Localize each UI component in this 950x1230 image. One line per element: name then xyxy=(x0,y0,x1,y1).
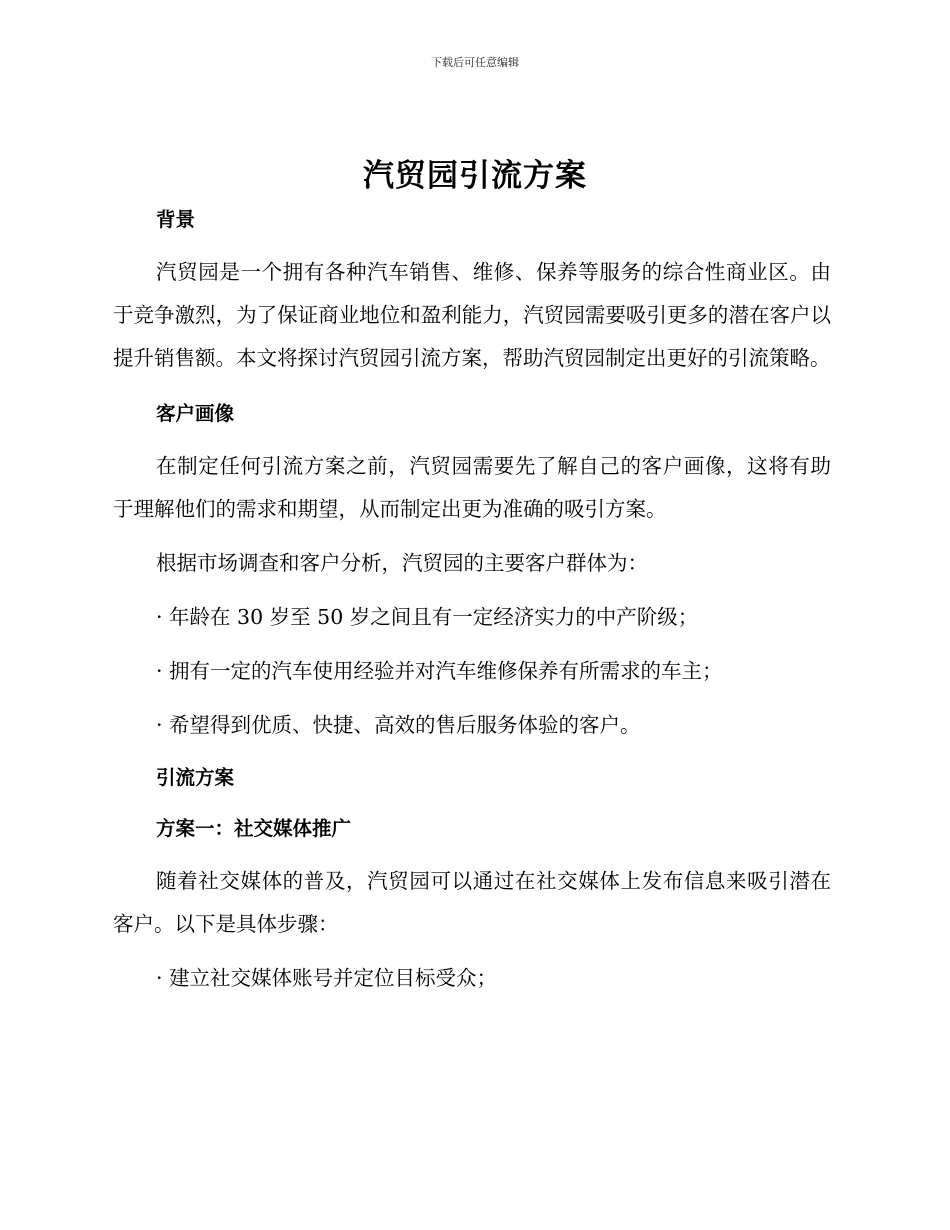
persona-paragraph-1: 在制定任何引流方案之前，汽贸园需要先了解自己的客户画像，这将有助于理解他们的需求和期望，从而制定出更为准确的吸引方案。 xyxy=(113,454,831,521)
background-paragraph: 汽贸园是一个拥有各种汽车销售、维修、保养等服务的综合性商业区。由于竞争激烈，为了保证商业地位和盈利能力，汽贸园需要吸引更多的潜在客户以提升销售额。本文将探讨汽贸园引流方案，帮助汽贸园制定出更好的引流策略。 xyxy=(113,260,831,370)
page-header: 下载后可任意编辑 xyxy=(431,56,519,69)
document-title: 汽贸园引流方案 xyxy=(363,158,587,194)
section-heading-traffic-plan: 引流方案 xyxy=(156,766,235,789)
persona-paragraph-2: 根据市场调查和客户分析，汽贸园的主要客户群体为： xyxy=(156,551,648,575)
plan-one-bullet-1: · 建立社交媒体账号并定位目标受众； xyxy=(156,966,498,990)
section-heading-customer-persona: 客户画像 xyxy=(156,402,235,425)
persona-bullet-2: · 拥有一定的汽车使用经验并对汽车维修保养有所需求的车主； xyxy=(156,659,723,683)
plan-one-heading: 方案一：社交媒体推广 xyxy=(156,817,352,840)
persona-bullet-1: · 年龄在 30 岁至 50 岁之间且有一定经济实力的中产阶级； xyxy=(156,605,699,629)
persona-bullet-3: · 希望得到优质、快捷、高效的售后服务体验的客户。 xyxy=(156,713,641,737)
document-body xyxy=(113,200,831,1000)
section-heading-background: 背景 xyxy=(156,208,196,231)
plan-one-paragraph: 随着社交媒体的普及，汽贸园可以通过在社交媒体上发布信息来吸引潜在客户。以下是具体步骤： xyxy=(113,869,831,936)
